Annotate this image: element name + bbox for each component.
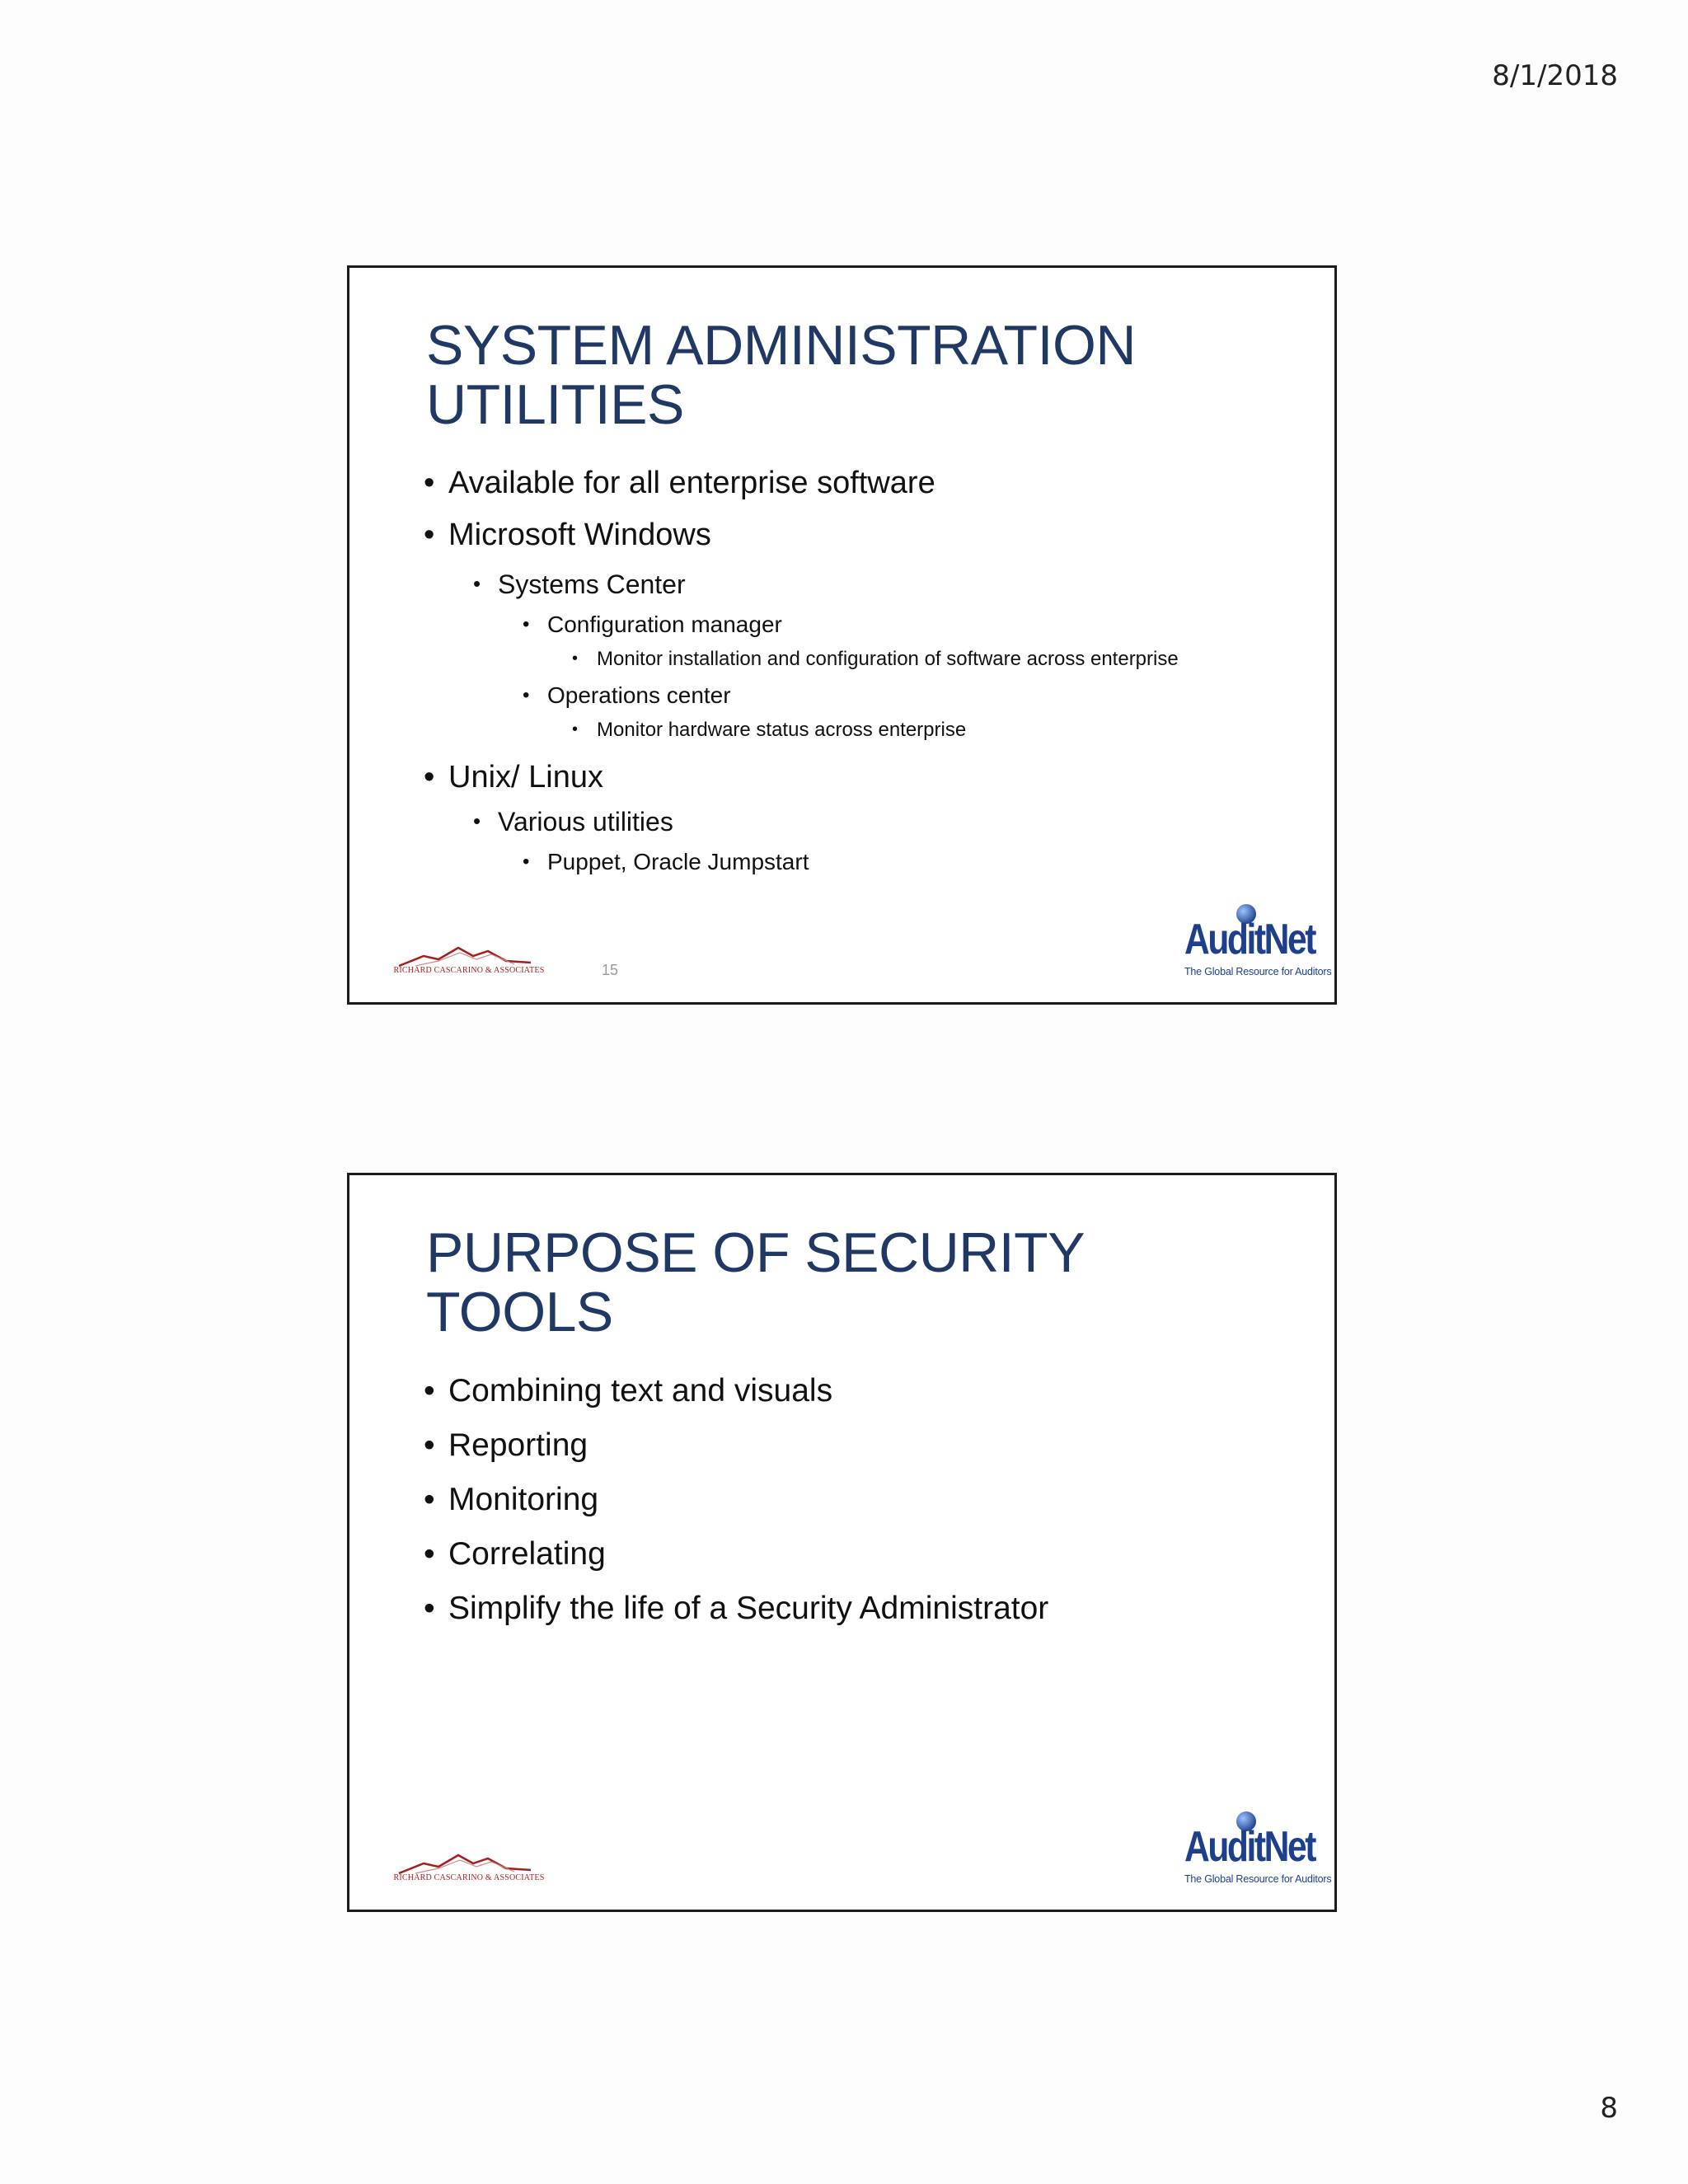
auditnet-tagline: The Global Resource for Auditors [1184,966,1332,977]
bullet-dot-icon: • [523,613,530,635]
bullet-dot-icon: • [523,684,530,706]
bullet-dot-icon: • [424,1536,435,1572]
auditnet-logo [1184,1811,1332,1885]
bullet-item: • Various utilities [473,807,673,837]
slide-title: PURPOSE OF SECURITY TOOLS [426,1221,1084,1343]
bullet-item: • Operations center [523,682,731,708]
bullet-item: • Monitoring [424,1482,599,1517]
slide-security-tools [347,1173,1337,1912]
bullet-item: • Available for all enterprise software [424,466,935,500]
cascarino-logo [391,1852,547,1893]
auditnet-wordmark: AuditNet [1184,1823,1315,1871]
bullet-item: • Systems Center [473,569,686,599]
bullet-item: • Correlating [424,1536,606,1572]
bullet-item: • Unix/ Linux [424,760,603,794]
bullet-item: • Puppet, Oracle Jumpstart [523,849,809,874]
bullet-item: • Monitor installation and configuration of software across enterprise [572,648,1179,670]
bullet-item: • Configuration manager [523,612,782,637]
bullet-dot-icon: • [424,518,435,552]
slide-system-administration [347,265,1337,1005]
bullet-dot-icon: • [424,760,435,794]
cascarino-logo-text: RICHARD CASCARINO & ASSOCIATES [393,1873,545,1882]
bullet-dot-icon: • [424,1373,435,1408]
bullet-dot-icon: • [523,851,530,873]
bullet-item: • Microsoft Windows [424,518,711,552]
bullet-dot-icon: • [473,808,481,833]
cascarino-logo [391,944,547,986]
auditnet-tagline: The Global Resource for Auditors [1184,1873,1332,1885]
slide-title: SYSTEM ADMINISTRATION UTILITIES [426,314,1136,436]
bullet-dot-icon: • [572,649,579,668]
bullet-dot-icon: • [424,466,435,500]
bullet-dot-icon: • [424,1427,435,1463]
bullet-item: • Simplify the life of a Security Administrator [424,1591,1049,1626]
bullet-dot-icon: • [572,720,579,738]
page-number: 8 [1600,2092,1618,2125]
bullet-dot-icon: • [424,1591,435,1626]
page-date: 8/1/2018 [1492,59,1618,92]
bullet-item: • Reporting [424,1427,588,1463]
auditnet-logo [1184,903,1332,977]
bullet-dot-icon: • [473,571,481,596]
auditnet-wordmark: AuditNet [1184,916,1315,963]
bullet-item: • Combining text and visuals [424,1373,833,1408]
bullet-list [424,466,1179,885]
cascarino-logo-text: RICHARD CASCARINO & ASSOCIATES [393,966,545,975]
bullet-dot-icon: • [424,1482,435,1517]
bullet-item: • Monitor hardware status across enterprise [572,719,967,741]
slide-number: 15 [602,962,619,978]
bullet-list [424,1373,1048,1645]
